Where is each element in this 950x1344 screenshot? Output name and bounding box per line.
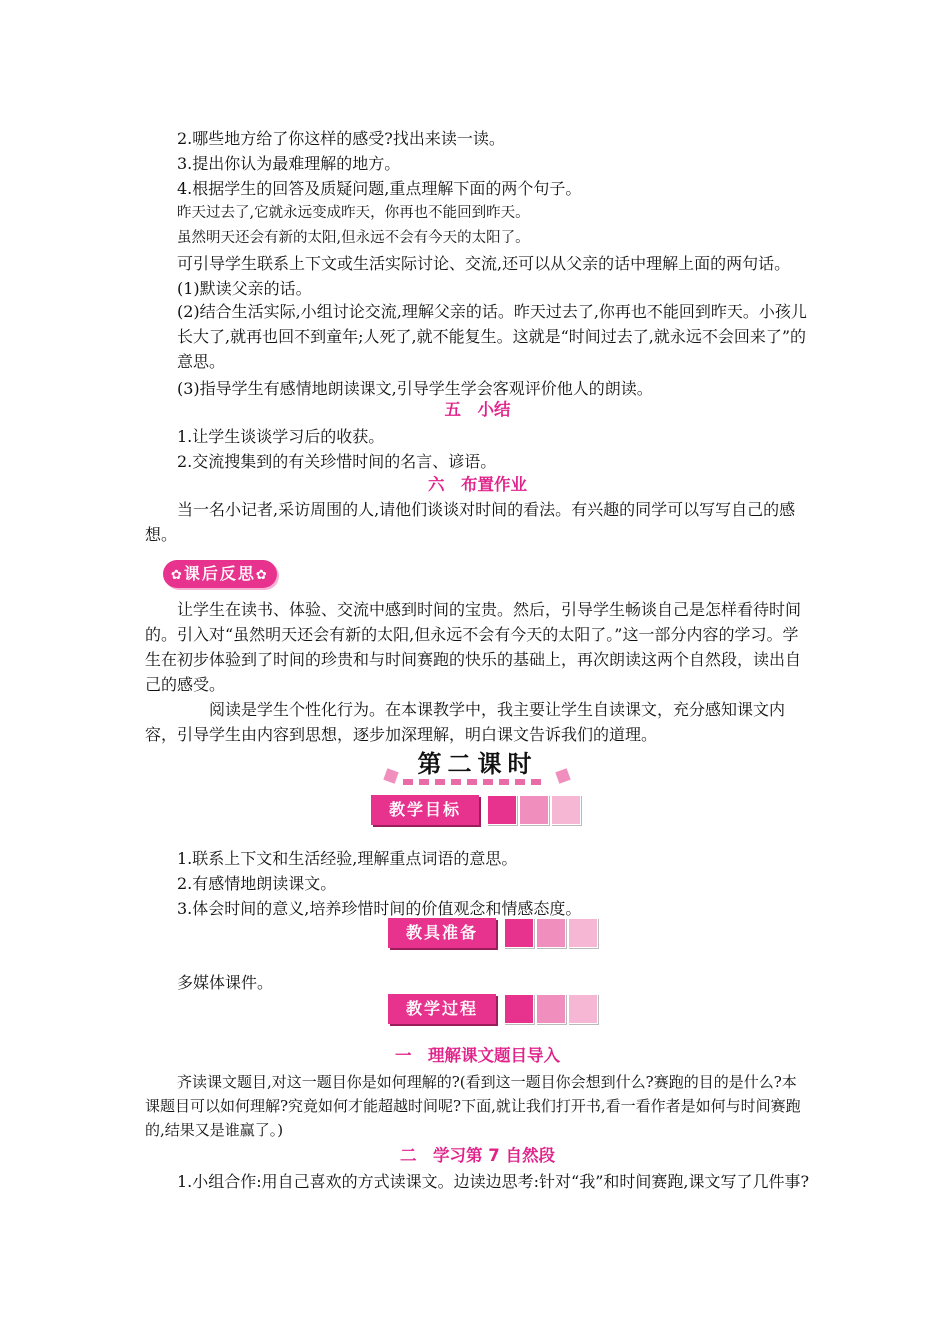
section-heading-homework: 六 布置作业 [428, 475, 527, 494]
step-2: 2.哪些地方给了你这样的感受?找出来读一读。 [177, 129, 505, 148]
key-sentence-2: 虽然明天还会有新的太阳,但永远不会有今天的太阳了。 [177, 230, 530, 246]
section-heading-intro: 一 理解课文题目导入 [395, 1046, 560, 1065]
tag-teaching-aids-label: 教具准备 [388, 918, 496, 948]
decor-dash [467, 779, 477, 785]
homework-paragraph: 当一名小记者,采访周围的人,请他们谈谈对时间的看法。有兴趣的同学可以写写自己的感想。 [145, 500, 796, 544]
reflection-paragraph-1: 让学生在读书、体验、交流中感到时间的宝贵。然后，引导学生畅谈自己是怎样看待时间的。引入对“虽然明天还会有新的太阳,但永远不会有今天的太阳了。”这一部分内容的学习。学生在初步体验到了时间的珍贵和与时间赛跑的快乐的基础上，再次朗读这两个自然段，读出自己的感受。 [145, 600, 802, 694]
lesson-title: 第二课时 [417, 750, 538, 778]
step-4: 4.根据学生的回答及质疑问题,重点理解下面的两个句子。 [177, 179, 582, 198]
substep-2: (2)结合生活实际,小组讨论交流,理解父亲的话。昨天过去了,你再也不能回到昨天。小孩儿长大了,就再也回不到童年;人死了,就不能复生。这就是“时间过去了,就永远不会回来了”的意思。 [177, 302, 807, 371]
section-heading-summary: 五 小结 [444, 400, 511, 419]
tag-square [504, 994, 534, 1024]
goal-2: 2.有感情地朗读课文。 [177, 874, 337, 893]
decor-square-left [383, 768, 398, 783]
goal-1: 1.联系上下文和生活经验,理解重点词语的意思。 [177, 849, 518, 868]
tag-teaching-process [388, 994, 598, 1024]
tag-teaching-aids [388, 918, 598, 948]
tag-square [536, 994, 566, 1024]
decor-dash [483, 779, 493, 785]
summary-2: 2.交流搜集到的有关珍惜时间的名言、谚语。 [177, 452, 497, 471]
tag-teaching-goals [371, 795, 581, 825]
substep-1: (1)默读父亲的话。 [177, 279, 312, 298]
key-sentence-1: 昨天过去了,它就永远变成昨天，你再也不能回到昨天。 [177, 205, 530, 221]
tag-teaching-process-label: 教学过程 [388, 994, 496, 1024]
reflection-badge [163, 560, 277, 588]
step-3: 3.提出你认为最难理解的地方。 [177, 154, 401, 173]
intro-paragraph: 齐读课文题目,对这一题目你是如何理解的?(看到这一题目你会想到什么?赛跑的目的是什么?本课题目可以如何理解?究竟如何才能超越时间呢?下面,就让我们打开书,看一看作者是如何与时间赛跑的,结果又是谁赢了。) [145, 1073, 801, 1139]
decor-dash [515, 779, 525, 785]
tag-teaching-goals-label: 教学目标 [371, 795, 479, 825]
tag-square [568, 994, 598, 1024]
decor-dash [451, 779, 461, 785]
goal-3: 3.体会时间的意义,培养珍惜时间的价值观念和情感态度。 [177, 899, 582, 918]
tag-square [536, 918, 566, 948]
decor-dash [499, 779, 509, 785]
decor-dash [419, 779, 429, 785]
tag-square [504, 918, 534, 948]
guide-paragraph: 可引导学生联系上下文或生活实际讨论、交流,还可以从父亲的话中理解上面的两句话。 [177, 254, 791, 273]
decor-dash [403, 779, 413, 785]
group-work: 1.小组合作:用自己喜欢的方式读课文。边读边思考:针对“我”和时间赛跑,课文写了几件事? [177, 1172, 810, 1191]
reflection-paragraph-2: 阅读是学生个性化行为。在本课教学中，我主要让学生自读课文，充分感知课文内容，引导学生由内容到思想，逐步加深理解，明白课文告诉我们的道理。 [145, 700, 786, 744]
star-icon: ✿ [171, 568, 184, 583]
tag-square [519, 795, 549, 825]
decor-dash [531, 779, 541, 785]
tag-square [568, 918, 598, 948]
decor-dash [435, 779, 445, 785]
tag-square [487, 795, 517, 825]
star-icon: ✿ [255, 568, 269, 583]
tag-square [551, 795, 581, 825]
materials: 多媒体课件。 [177, 973, 274, 992]
section-heading-para7: 二 学习第 7 自然段 [400, 1146, 555, 1165]
summary-1: 1.让学生谈谈学习后的收获。 [177, 427, 385, 446]
reflection-badge-label: 课后反思 [183, 564, 256, 583]
substep-3: (3)指导学生有感情地朗读课文,引导学生学会客观评价他人的朗读。 [177, 379, 653, 398]
